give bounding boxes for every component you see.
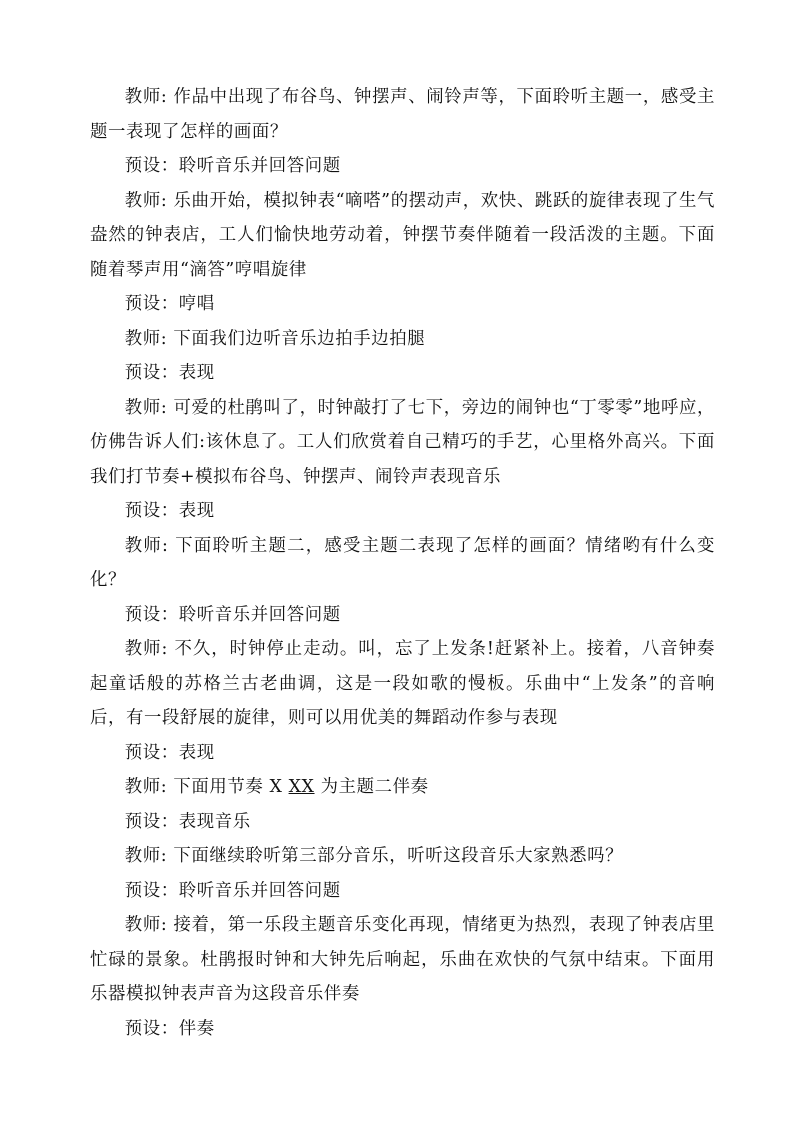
paragraph-preset-8: 预设：聆听音乐并回答问题 — [124, 880, 341, 901]
rhythm-suffix: 为主题二伴奏 — [314, 777, 429, 797]
paragraph-preset-1: 预设：聆听音乐并回答问题 — [124, 156, 341, 176]
rhythm-prefix: 教师: 下面用节奏 X — [124, 777, 289, 797]
document-page — [90, 80, 715, 1046]
paragraph-teacher-3: 教师: 下面我们边听音乐边拍手边拍腿 — [124, 328, 426, 349]
paragraph-teacher-rhythm — [90, 770, 715, 805]
paragraph-teacher-9: 教师: 接着，第一乐段主题音乐变化再现，情绪更为热烈，表现了钟表店里忙碌的景象。杜鹃报时钟和大钟先后响起，乐曲在欢快的气氛中结束。下面用乐器模拟钟表声音为这段音乐伴奏 — [90, 915, 715, 1004]
rhythm-underlined-notes: XX — [288, 777, 315, 797]
paragraph-preset-9: 预设：伴奏 — [124, 1018, 215, 1039]
paragraph-teacher-6: 教师: 不久，时钟停止走动。叫，忘了上发条!赶紧补上。接着，八音钟奏起童话般的苏格兰古老曲调，这是一段如歌的慢板。乐曲中“上发条”的音响后，有一段舒展的旋律，则可以用优美的舞蹈动作参与表现 — [90, 639, 715, 728]
paragraph-preset-4: 预设：表现 — [124, 501, 215, 521]
paragraph-preset-6: 预设：表现 — [124, 742, 215, 763]
paragraph-teacher-4: 教师: 可爱的杜鹃叫了，时钟敲打了七下，旁边的闹钟也“丁零零”地呼应，仿佛告诉人们:该休息了。工人们欣赏着自己精巧的手艺，心里格外高兴。下面我们打节奏+模拟布谷鸟、钟摆声、闹铃声表现音乐 — [90, 397, 715, 487]
paragraph-teacher-1: 教师: 作品中出现了布谷鸟、钟摆声、闹铃声等，下面聆听主题一，感受主题一表现了怎样的画面？ — [90, 87, 715, 142]
paragraph-preset-7: 预设：表现音乐 — [124, 811, 251, 832]
paragraph-teacher-5: 教师: 下面聆听主题二，感受主题二表现了怎样的画面？情绪哟有什么变化？ — [90, 535, 715, 590]
paragraph-preset-3: 预设：表现 — [124, 363, 215, 383]
paragraph-preset-5: 预设：聆听音乐并回答问题 — [124, 604, 341, 625]
paragraph-teacher-2: 教师: 乐曲开始，模拟钟表“嘀嗒”的摆动声，欢快、跳跃的旋律表现了生气盎然的钟表店，工人们愉快地劳动着，钟摆节奏伴随着一段活泼的主题。下面随着琴声用“滴答”哼唱旋律 — [90, 190, 715, 280]
paragraph-teacher-8: 教师: 下面继续聆听第三部分音乐，听听这段音乐大家熟悉吗？ — [124, 846, 624, 866]
paragraph-preset-2: 预设：哼唱 — [124, 294, 215, 314]
